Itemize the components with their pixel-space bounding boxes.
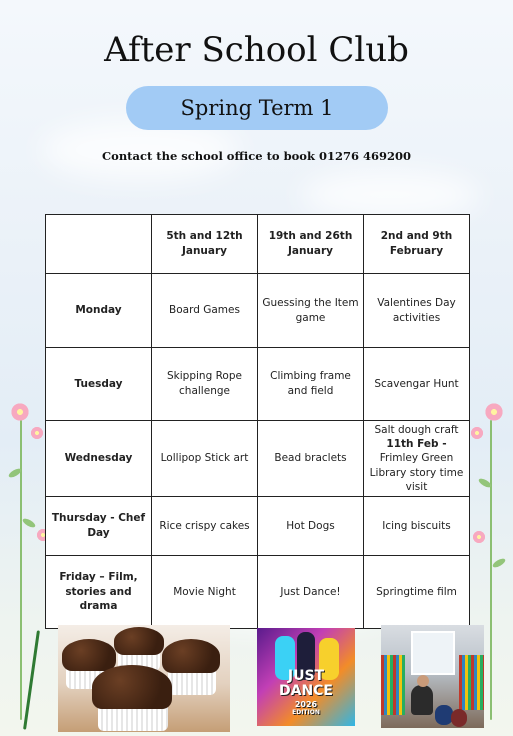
activity-line: Salt dough craft bbox=[374, 424, 459, 436]
column-header: 19th and 26th January bbox=[258, 215, 364, 274]
activity-cell: Rice crispy cakes bbox=[152, 496, 258, 555]
activity-cell: Climbing frame and field bbox=[258, 348, 364, 421]
just-dance-edition: EDITION bbox=[292, 709, 320, 716]
activity-cell: Scavengar Hunt bbox=[364, 348, 470, 421]
just-dance-logo-line2: DANCE bbox=[278, 683, 333, 699]
page-title: After School Club bbox=[104, 30, 409, 70]
activity-cell: Icing biscuits bbox=[364, 496, 470, 555]
activity-cell: Movie Night bbox=[152, 555, 258, 628]
day-label: Friday – Film, stories and drama bbox=[46, 555, 152, 628]
just-dance-logo-line1: JUST bbox=[287, 668, 325, 684]
day-label: Thursday - Chef Day bbox=[46, 496, 152, 555]
rice-crispy-cakes-photo bbox=[58, 625, 230, 732]
visit-description: Frimley Green Library story time visit bbox=[369, 452, 464, 493]
table-row bbox=[46, 421, 470, 497]
table-row bbox=[46, 496, 470, 555]
day-label: Monday bbox=[46, 274, 152, 348]
visit-date: 11th Feb - bbox=[386, 438, 447, 451]
column-header: 5th and 12th January bbox=[152, 215, 258, 274]
table-row bbox=[46, 555, 470, 628]
activity-cell: Just Dance! bbox=[258, 555, 364, 628]
activity-cell: Valentines Day activities bbox=[364, 274, 470, 348]
activity-cell: Hot Dogs bbox=[258, 496, 364, 555]
activity-cell: Skipping Rope challenge bbox=[152, 348, 258, 421]
activity-cell: Board Games bbox=[152, 274, 258, 348]
timetable bbox=[45, 214, 470, 629]
contact-info: Contact the school office to book 01276 469200 bbox=[102, 149, 411, 163]
background-cloud bbox=[300, 170, 480, 220]
activity-cell: Guessing the Item game bbox=[258, 274, 364, 348]
just-dance-year: 2026 bbox=[294, 700, 318, 709]
activity-cell: Bead braclets bbox=[258, 421, 364, 497]
activity-cell-library-visit bbox=[364, 421, 470, 497]
table-row bbox=[46, 348, 470, 421]
day-label: Tuesday bbox=[46, 348, 152, 421]
day-label: Wednesday bbox=[46, 421, 152, 497]
library-visit-photo bbox=[381, 625, 484, 728]
table-header-row bbox=[46, 215, 470, 274]
column-header bbox=[46, 215, 152, 274]
term-badge: Spring Term 1 bbox=[126, 86, 388, 130]
activity-cell: Lollipop Stick art bbox=[152, 421, 258, 497]
table-row bbox=[46, 274, 470, 348]
just-dance-photo bbox=[257, 628, 355, 726]
column-header: 2nd and 9th February bbox=[364, 215, 470, 274]
activity-cell: Springtime film bbox=[364, 555, 470, 628]
